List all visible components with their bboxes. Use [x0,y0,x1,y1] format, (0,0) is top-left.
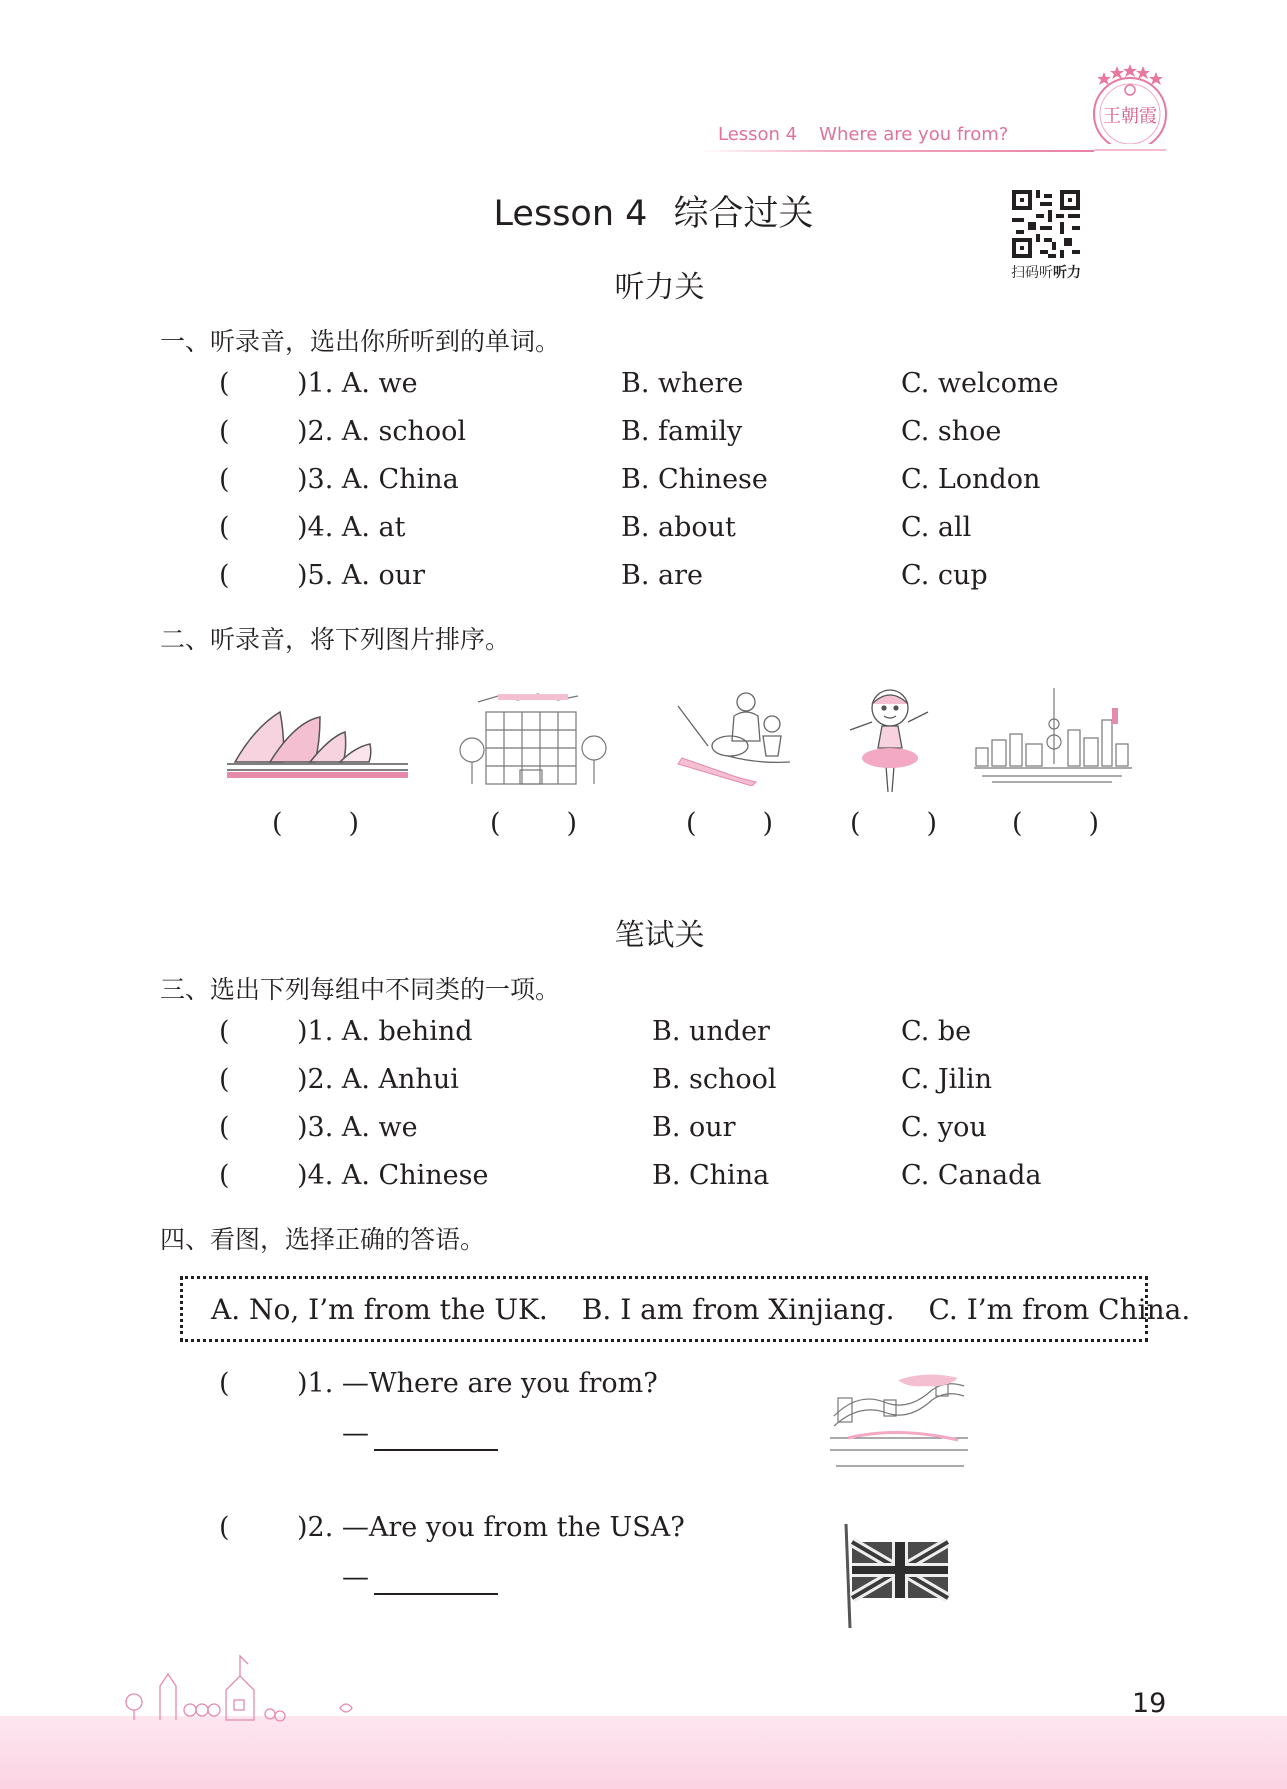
item-option-b: B. family [621,416,743,447]
item-option-a: )5. A. our [297,560,426,591]
question-3-item [0,1064,1287,1104]
answer-paren-open[interactable]: ( [219,512,230,543]
answer-options-box [180,1276,1191,1342]
question-3-item [0,1160,1287,1200]
running-head [718,124,1008,145]
picture-order-blank[interactable] [272,808,359,839]
paren-close: ) [762,808,774,839]
item-option-c: C. all [901,512,972,543]
item-option-a: )3. A. we [297,1112,418,1143]
item-option-b: B. school [652,1064,777,1095]
question-1-item [0,368,1287,408]
question-1-item [0,464,1287,504]
question-text: )2. —Are you from the USA? [297,1512,685,1543]
question-4-instruction: 四、看图，选择正确的答语。 [160,1225,486,1254]
item-option-a: )2. A. Anhui [297,1064,459,1095]
paren-open: ( [850,808,861,839]
paren-close: ) [566,808,578,839]
footer-band [0,1716,1287,1789]
item-option-b: B. are [621,560,703,591]
question-1-item [0,512,1287,552]
question-3-item [0,1112,1287,1152]
picture-order-blank[interactable] [850,808,937,839]
paren-open: ( [1012,808,1023,839]
picture-order-blank[interactable] [490,808,577,839]
item-option-a: )1. A. behind [297,1016,473,1047]
item-option-a: )3. A. China [297,464,459,495]
item-option-b: B. our [652,1112,736,1143]
answer-paren-open[interactable]: ( [219,1368,230,1399]
picture-order-blank[interactable] [686,808,773,839]
paren-close: ) [348,808,360,839]
town-decoration-icon [120,1646,380,1722]
item-option-c: C. be [901,1016,972,1047]
opera-house-picture [225,692,410,782]
answer-option-a: A. No, I’m from the UK. [211,1292,548,1326]
answer-paren-open[interactable]: ( [219,560,230,591]
city-skyline-picture [972,684,1134,790]
answer-paren-open[interactable]: ( [219,1016,230,1047]
answer-dash: — [342,1562,369,1593]
answer-paren-open[interactable]: ( [219,1064,230,1095]
item-option-b: B. about [621,512,736,543]
answer-option-b: B. I am from Xinjiang. [581,1292,895,1326]
answer-dash: — [342,1418,369,1449]
item-option-b: B. China [652,1160,770,1191]
item-option-b: B. where [621,368,744,399]
question-1-instruction: 一、听录音，选出你所听到的单词。 [160,327,561,356]
question-text: )1. —Where are you from? [297,1368,658,1399]
qr-caption-bold: 听力 [1053,265,1081,281]
answer-paren-open[interactable]: ( [219,368,230,399]
paren-close: ) [926,808,938,839]
answer-paren-open[interactable]: ( [219,416,230,447]
answer-blank-row [0,1562,1287,1602]
picture-order-blank[interactable] [1012,808,1099,839]
dancing-girl-picture [842,682,932,800]
item-option-c: C. Jilin [901,1064,992,1095]
answer-paren-open[interactable]: ( [219,1112,230,1143]
item-option-b: B. Chinese [621,464,768,495]
section-heading-listening: 听力关 [614,270,705,305]
answer-paren-open[interactable]: ( [219,1160,230,1191]
item-option-c: C. Canada [901,1160,1042,1191]
answer-blank-row [0,1418,1287,1458]
paren-open: ( [686,808,697,839]
badge-text: 王朝霞 [1103,106,1157,127]
item-option-b: B. under [652,1016,770,1047]
qr-code-icon [1012,190,1080,258]
item-option-c: C. you [901,1112,987,1143]
item-option-a: )4. A. at [297,512,406,543]
item-option-c: C. London [901,464,1041,495]
answer-paren-open[interactable]: ( [219,464,230,495]
item-option-a: )1. A. we [297,368,418,399]
item-option-a: )4. A. Chinese [297,1160,489,1191]
question-2-instruction: 二、听录音，将下列图片排序。 [160,625,511,654]
page-title-name: 综合过关 [673,194,814,234]
answer-paren-open[interactable]: ( [219,1512,230,1543]
running-head-subtitle: Where are you from? [819,124,1009,145]
question-4-item [0,1368,1287,1408]
item-option-c: C. cup [901,560,988,591]
question-1-item [0,416,1287,456]
answer-line[interactable] [374,1593,498,1595]
section-heading-written: 笔试关 [614,918,705,953]
paren-open: ( [272,808,283,839]
paren-open: ( [490,808,501,839]
question-4-item [0,1512,1287,1552]
paren-close: ) [1088,808,1100,839]
qr-caption-text: 扫码听 [1011,265,1053,281]
item-option-c: C. welcome [901,368,1059,399]
page-number: 19 [1132,1688,1167,1719]
answer-option-c: C. I’m from China. [928,1292,1191,1326]
page-title-lesson: Lesson 4 [493,194,648,234]
great-wall-picture [828,1366,970,1476]
uk-flag-picture [838,1522,956,1630]
question-1-item [0,560,1287,600]
item-option-a: )2. A. school [297,416,467,447]
page-title [0,186,1287,236]
family-picnic-picture [668,686,803,786]
item-option-c: C. shoe [901,416,1002,447]
answer-line[interactable] [374,1449,498,1451]
brand-badge-logo [1074,58,1184,158]
running-head-lesson: Lesson 4 [718,124,798,145]
question-3-item [0,1016,1287,1056]
question-3-instruction: 三、选出下列每组中不同类的一项。 [160,975,561,1004]
school-building-picture [458,690,608,790]
